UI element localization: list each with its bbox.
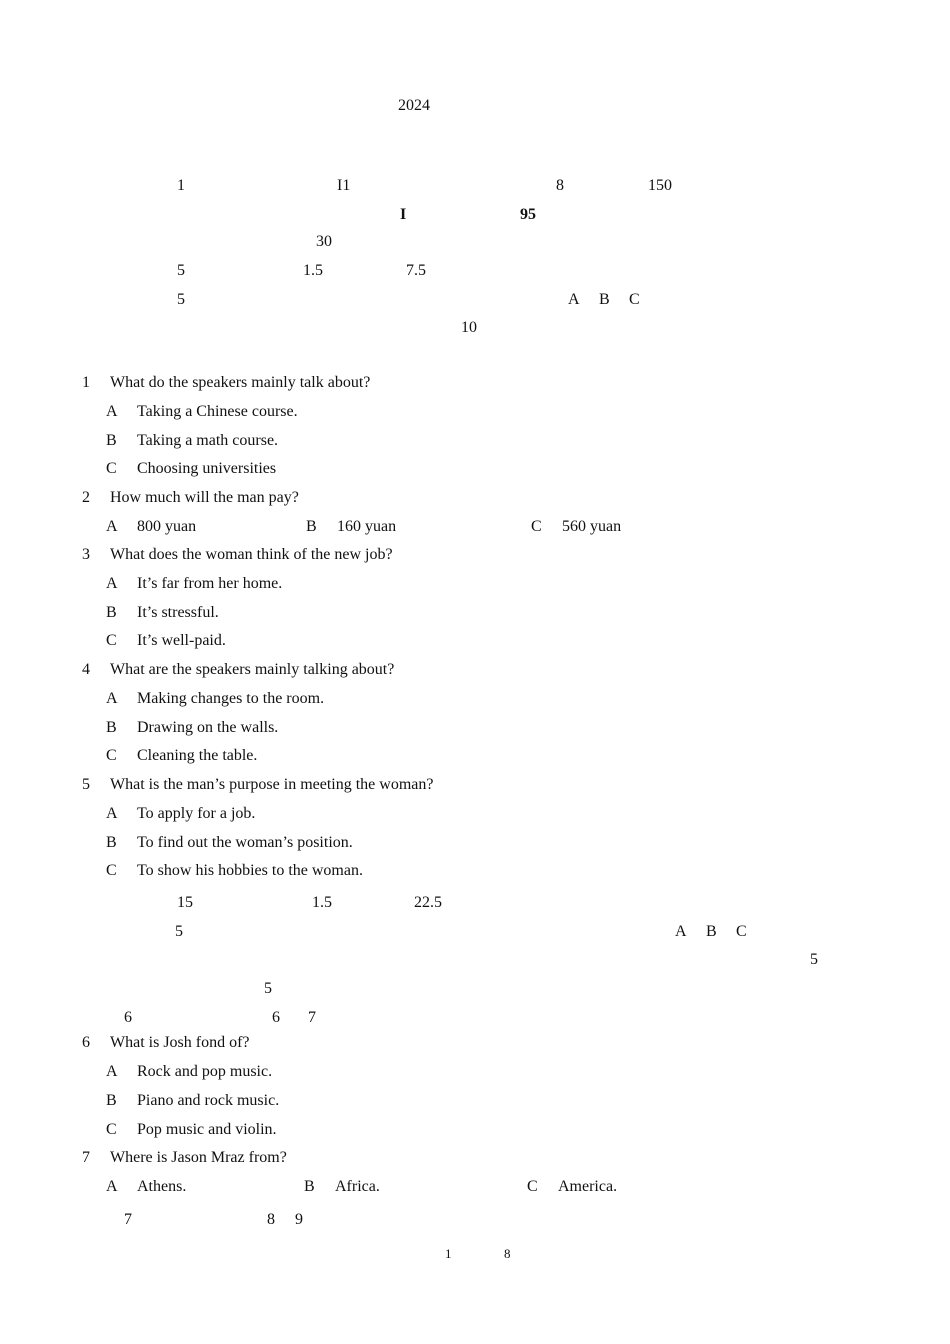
- option-letter: C: [106, 632, 117, 649]
- instr-choice-a: A: [568, 291, 580, 308]
- option-text: Choosing universities: [137, 460, 277, 477]
- option-text: Africa.: [335, 1178, 380, 1195]
- option-text: Making changes to the room.: [137, 690, 325, 707]
- option-letter: A: [106, 575, 118, 592]
- question-text: What do the speakers mainly talk about?: [110, 374, 371, 391]
- section2-each: 1.5: [312, 894, 332, 911]
- option-letter: A: [106, 1178, 118, 1195]
- instr-section1-count: 5: [177, 262, 185, 279]
- option-letter: C: [527, 1178, 538, 1195]
- question-number: 1: [82, 374, 90, 391]
- question-number: 7: [82, 1149, 90, 1166]
- option-text: 800 yuan: [137, 518, 197, 535]
- page-number: 1: [445, 1246, 452, 1261]
- option-letter: A: [106, 805, 118, 822]
- question-number: 2: [82, 489, 90, 506]
- option-text: To apply for a job.: [137, 805, 256, 822]
- option-text: Athens.: [137, 1178, 187, 1195]
- option-text: Taking a Chinese course.: [137, 403, 298, 420]
- instr-seconds: 10: [461, 319, 477, 336]
- option-letter: A: [106, 690, 118, 707]
- instr-pages: 8: [556, 177, 564, 194]
- option-text: To find out the woman’s position.: [137, 834, 353, 851]
- option-letter: C: [106, 862, 117, 879]
- instr-listening-score: 30: [316, 233, 332, 250]
- instr-section1-total: 7.5: [406, 262, 426, 279]
- exam-year: 2024: [398, 97, 430, 114]
- instr-dialogues: 5: [177, 291, 185, 308]
- option-letter: C: [106, 1121, 117, 1138]
- option-text: 560 yuan: [562, 518, 622, 535]
- question-text: What is the man’s purpose in meeting the woman?: [110, 776, 434, 793]
- question-text: What are the speakers mainly talking about?: [110, 661, 395, 678]
- option-text: Piano and rock music.: [137, 1092, 280, 1109]
- option-letter: B: [106, 834, 117, 851]
- material-number: 6: [124, 1009, 132, 1026]
- option-letter: A: [106, 1063, 118, 1080]
- section2-choice-c: C: [736, 923, 747, 940]
- question-text: What is Josh fond of?: [110, 1034, 250, 1051]
- option-letter: B: [306, 518, 317, 535]
- option-letter: B: [106, 604, 117, 621]
- option-text: To show his hobbies to the woman.: [137, 862, 363, 879]
- section2-dialogues: 5: [175, 923, 183, 940]
- option-text: America.: [558, 1178, 618, 1195]
- material-number: 7: [124, 1211, 132, 1228]
- instr-total-score: 150: [648, 177, 672, 194]
- page-total: 8: [504, 1246, 511, 1261]
- question-text: Where is Jason Mraz from?: [110, 1149, 287, 1166]
- option-letter: C: [106, 460, 117, 477]
- option-text: 160 yuan: [337, 518, 397, 535]
- instr-choice-c: C: [629, 291, 640, 308]
- instr-part-one: I: [400, 206, 407, 223]
- option-letter: B: [106, 432, 117, 449]
- material-q-from: 6: [272, 1009, 280, 1026]
- option-letter: C: [106, 747, 117, 764]
- option-text: Cleaning the table.: [137, 747, 258, 764]
- option-letter: B: [106, 1092, 117, 1109]
- option-text: It’s far from her home.: [137, 575, 283, 592]
- question-number: 3: [82, 546, 90, 563]
- section2-count: 15: [177, 894, 193, 911]
- section2-answer-seconds: 5: [264, 980, 272, 997]
- instr-section1-each: 1.5: [303, 262, 323, 279]
- question-number: 4: [82, 661, 90, 678]
- option-text: Drawing on the walls.: [137, 719, 279, 736]
- question-number: 5: [82, 776, 90, 793]
- option-letter: C: [531, 518, 542, 535]
- question-text: What does the woman think of the new job?: [110, 546, 393, 563]
- section2-total: 22.5: [414, 894, 442, 911]
- instr-choice-b: B: [599, 291, 610, 308]
- material-q-to: 7: [308, 1009, 316, 1026]
- material-q-from: 8: [267, 1211, 275, 1228]
- option-text: Taking a math course.: [137, 432, 279, 449]
- instr-num: 1: [177, 177, 185, 194]
- instr-part-one-score: 95: [520, 206, 536, 223]
- instr-part-label: I1: [337, 177, 351, 194]
- question-text: How much will the man pay?: [110, 489, 299, 506]
- option-letter: A: [106, 403, 118, 420]
- question-number: 6: [82, 1034, 90, 1051]
- option-text: Pop music and violin.: [137, 1121, 277, 1138]
- option-letter: B: [106, 719, 117, 736]
- option-letter: B: [304, 1178, 315, 1195]
- section2-choice-b: B: [706, 923, 717, 940]
- option-text: It’s stressful.: [137, 604, 219, 621]
- option-text: It’s well-paid.: [137, 632, 226, 649]
- section2-seconds: 5: [810, 951, 818, 968]
- material-q-to: 9: [295, 1211, 303, 1228]
- option-letter: A: [106, 518, 118, 535]
- section2-choice-a: A: [675, 923, 687, 940]
- option-text: Rock and pop music.: [137, 1063, 273, 1080]
